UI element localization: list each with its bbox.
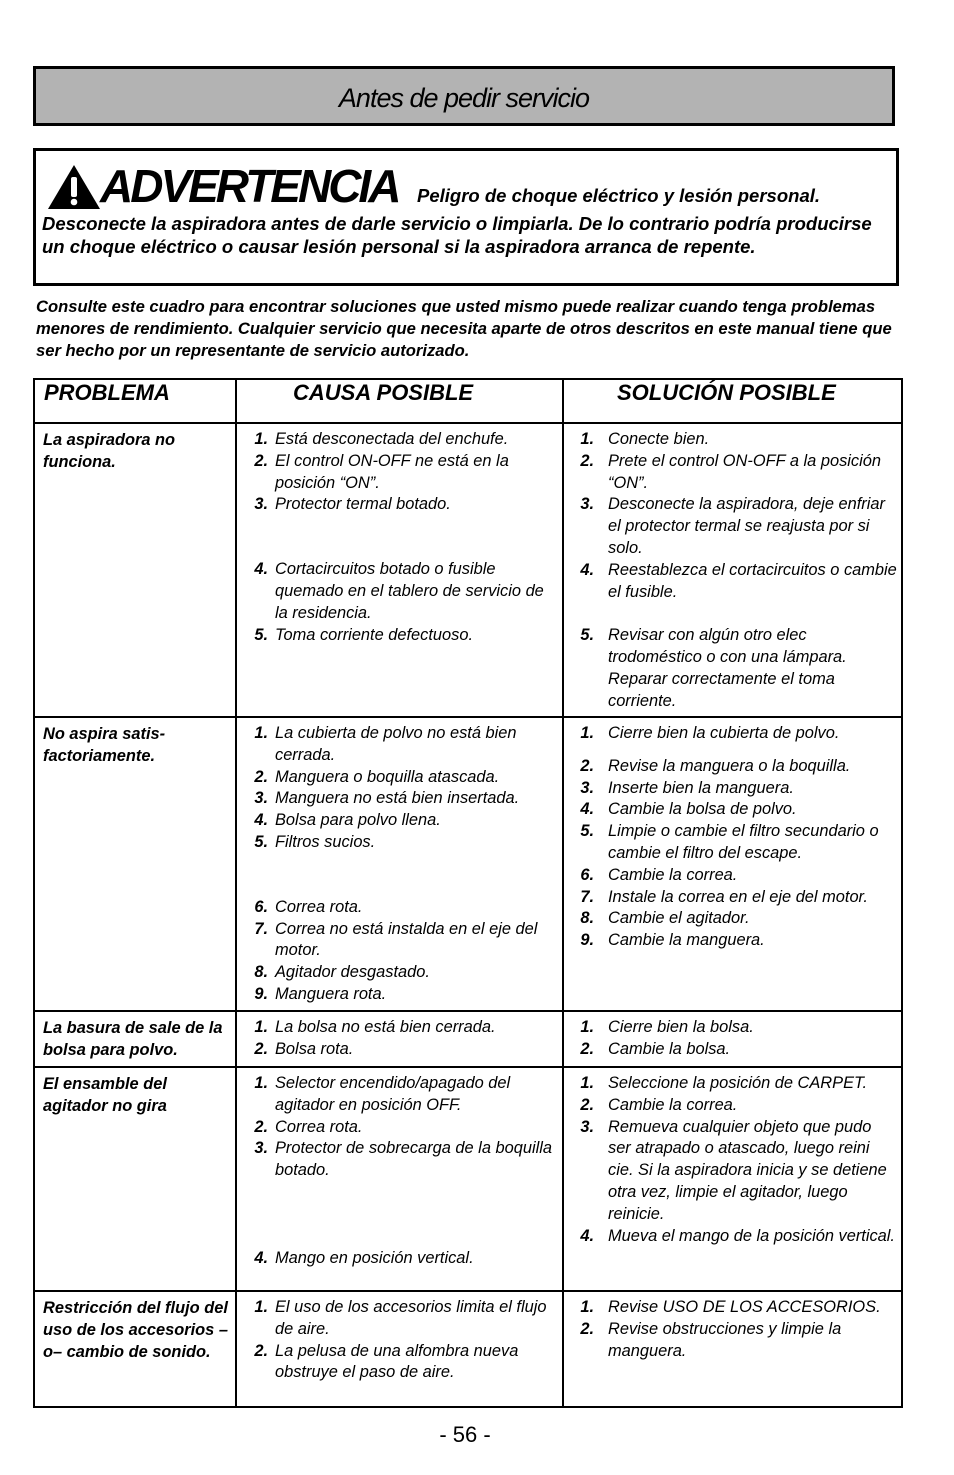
item-number: 9. [254, 984, 268, 1003]
item-text: Correa rota. [275, 897, 363, 916]
item-number: 8. [254, 963, 268, 982]
item-number: 1. [254, 430, 268, 448]
solution-cell [563, 1011, 902, 1067]
item-text: Mango en posición vertical. [275, 1248, 474, 1267]
item-text: Seleccione la posición de CARPET. [608, 1074, 868, 1092]
cause-cell [236, 1011, 563, 1067]
item-number: 4. [580, 1226, 594, 1245]
item-number: 5. [580, 822, 594, 841]
cause-item [237, 1017, 558, 1039]
cause-item [237, 1039, 558, 1061]
solution-item [564, 429, 897, 451]
cause-cell [236, 1067, 563, 1291]
item-number: 7. [580, 887, 594, 906]
table-row [34, 1011, 902, 1067]
solution-item [564, 1017, 897, 1039]
solution-cell [563, 1291, 902, 1407]
item-number: 1. [254, 1298, 268, 1316]
item-number: 1. [580, 430, 594, 448]
item-number: 3. [254, 495, 268, 514]
solution-cell [563, 1067, 902, 1291]
solution-item [564, 560, 897, 604]
item-text: Inserte bien la manguera. [608, 778, 794, 797]
cause-item [237, 1341, 558, 1385]
solution-item [564, 1095, 897, 1117]
item-number: 2. [254, 1341, 268, 1360]
item-text: Cambie la bolsa. [608, 1039, 731, 1058]
table-header-row [34, 379, 902, 423]
cause-cell [236, 717, 563, 1011]
cause-item [237, 451, 558, 495]
solution-item [564, 778, 897, 800]
cause-item [237, 1248, 558, 1270]
item-text: Cambie el agitador. [608, 909, 750, 928]
cause-item [237, 1297, 558, 1341]
item-number: 1. [580, 724, 594, 742]
header-problem: PROBLEMA [34, 379, 236, 423]
item-text: Conecte bien. [608, 430, 710, 448]
item-text: Cierre bien la cubierta de polvo. [608, 724, 840, 742]
header-solution: SOLUCIÓN POSIBLE [563, 379, 902, 423]
cause-item [237, 494, 558, 516]
item-number: 1. [254, 724, 268, 742]
item-text: Cambie la correa. [608, 865, 738, 884]
item-number: 2. [254, 767, 268, 786]
item-text: La cubierta de polvo no está bien cerrada. [275, 724, 517, 764]
item-number: 1. [580, 1298, 594, 1316]
item-number: 4. [580, 800, 594, 819]
warning-box [33, 148, 899, 286]
solution-item [564, 821, 897, 865]
solution-item [564, 494, 897, 559]
item-text: Correa no está instalda en el eje del motor. [275, 919, 538, 960]
cause-item [237, 897, 558, 919]
item-number: 6. [580, 865, 594, 884]
cause-item [237, 919, 558, 963]
solution-item [564, 756, 897, 778]
item-number: 2. [580, 1319, 594, 1338]
item-number: 2. [254, 1039, 268, 1058]
item-text: Manguera rota. [275, 984, 387, 1003]
solution-item [564, 1297, 897, 1319]
item-number: 8. [580, 909, 594, 928]
cause-item [237, 723, 558, 767]
cause-item [237, 984, 558, 1006]
item-text: Protector termal botado. [275, 495, 451, 514]
item-text: Mueva el mango de la posición vertical. [608, 1226, 895, 1245]
item-text: Cierre bien la bolsa. [608, 1018, 754, 1036]
item-text: Bolsa para polvo llena. [275, 811, 441, 830]
item-text: Revisar con algún otro elec trodoméstico o con una lámpara. Reparar correctamente el toma corriente. [608, 626, 847, 710]
item-text: El uso de los accesorios limita el flujo de aire. [275, 1298, 547, 1338]
item-number: 2. [254, 1117, 268, 1136]
item-number: 6. [254, 897, 268, 916]
item-text: Reestablezca el cortacircuitos o cambie el fusible. [608, 560, 897, 601]
item-text: Desconecte la aspiradora, deje enfriar el protector termal se reajusta por si solo. [608, 495, 885, 557]
cause-item [237, 625, 558, 647]
section-title-bar [33, 66, 895, 126]
warning-text: Desconecte la aspiradora antes de darle servicio o limpiarla. De lo contrario podría producirse un choque eléctrico o causar lesión personal si la aspiradora arranca de repente. [42, 213, 872, 257]
cause-item [237, 1138, 558, 1182]
item-text: Prete el control ON-OFF a la posición “ON”. [608, 451, 881, 492]
page-number: - 56 - [439, 1422, 491, 1447]
item-text: Remueva cualquier objeto que pudo ser atrapado o atascado, luego reini cie. Si la aspiradora inicia y se detiene otra vez, limpie el agitador, luego reinicie. [608, 1117, 887, 1223]
solution-item [564, 865, 897, 887]
problem-cell: Restricción del flujo del uso de los accesorios –o– cambio de sonido. [34, 1291, 236, 1407]
item-text: La pelusa de una alfombra nueva obstruye el paso de aire. [275, 1341, 519, 1382]
solution-item [564, 1226, 897, 1248]
table-row [34, 1067, 902, 1291]
problem-cell: La basura de sale de la bolsa para polvo. [34, 1011, 236, 1067]
item-number: 5. [254, 832, 268, 851]
cause-item [237, 962, 558, 984]
solution-item [564, 930, 897, 952]
item-text: Revise la manguera o la boquilla. [608, 756, 851, 775]
cause-item [237, 559, 558, 624]
problem-cell: No aspira satis-factoriamente. [34, 717, 236, 1011]
item-text: El control ON-OFF ne está en la posición “ON”. [275, 451, 509, 492]
item-number: 4. [254, 560, 268, 579]
item-text: Revise USO DE LOS ACCESORIOS. [608, 1298, 881, 1316]
item-text: Limpie o cambie el filtro secundario o cambie el filtro del escape. [608, 822, 879, 862]
item-number: 4. [254, 811, 268, 830]
item-text: Instale la correa en el eje del motor. [608, 887, 868, 906]
item-text: Selector encendido/apagado del agitador en posición OFF. [275, 1074, 511, 1114]
item-number: 3. [254, 1139, 268, 1158]
cause-item [237, 429, 558, 451]
warning-subtitle: Peligro de choque eléctrico y lesión personal. [417, 185, 821, 206]
item-number: 5. [580, 626, 594, 645]
cause-item [237, 788, 558, 810]
cause-item [237, 767, 558, 789]
intro-text: Consulte este cuadro para encontrar soluciones que usted mismo puede realizar cuando tenga problemas menores de rendimiento. Cualquier servicio que necesita aparte de otros descritos en este manual tiene que ser hecho por un representante de servicio autorizado. [36, 297, 892, 360]
item-number: 4. [580, 560, 594, 579]
item-text: Cambie la bolsa de polvo. [608, 800, 797, 819]
item-number: 1. [580, 1018, 594, 1036]
warning-triangle-icon [46, 163, 102, 211]
item-number: 3. [580, 1117, 594, 1136]
solution-item [564, 908, 897, 930]
item-number: 2. [580, 756, 594, 775]
item-text: Cortacircuitos botado o fusible quemado en el tablero de servicio de la residencia. [275, 560, 544, 622]
cause-cell [236, 423, 563, 717]
table-row [34, 717, 902, 1011]
item-text: Manguera o boquilla atascada. [275, 767, 500, 786]
item-number: 9. [580, 931, 594, 950]
solution-cell [563, 717, 902, 1011]
solution-item [564, 723, 897, 745]
item-text: Revise obstrucciones y limpie la manguera. [608, 1319, 842, 1360]
item-number: 2. [580, 451, 594, 470]
item-number: 7. [254, 919, 268, 938]
section-title: Antes de pedir servicio [338, 83, 590, 113]
cause-item [237, 832, 558, 854]
item-number: 2. [580, 1039, 594, 1058]
problem-cell: El ensamble del agitador no gira [34, 1067, 236, 1291]
solution-item [564, 1073, 897, 1095]
item-number: 4. [254, 1248, 268, 1267]
solution-item [564, 1039, 897, 1061]
item-number: 1. [580, 1074, 594, 1092]
item-text: Toma corriente defectuoso. [275, 625, 474, 644]
item-text: Protector de sobrecarga de la boquilla botado. [275, 1139, 552, 1180]
solution-item [564, 1319, 897, 1363]
cause-cell [236, 1291, 563, 1407]
item-number: 3. [580, 495, 594, 514]
item-number: 2. [580, 1095, 594, 1114]
solution-item [564, 451, 897, 495]
solution-item [564, 1117, 897, 1226]
item-number: 1. [254, 1018, 268, 1036]
item-number: 1. [254, 1074, 268, 1092]
item-text: Está desconectada del enchufe. [275, 430, 509, 448]
item-text: Cambie la correa. [608, 1095, 738, 1114]
item-text: La bolsa no está bien cerrada. [275, 1018, 496, 1036]
troubleshooting-table [33, 378, 903, 1408]
item-number: 5. [254, 625, 268, 644]
item-number: 3. [254, 789, 268, 808]
item-text: Manguera no está bien insertada. [275, 789, 520, 808]
item-text: Filtros sucios. [275, 832, 376, 851]
problem-cell: La aspiradora no funciona. [34, 423, 236, 717]
solution-item [564, 887, 897, 909]
table-row [34, 1291, 902, 1407]
item-text: Bolsa rota. [275, 1039, 354, 1058]
warning-word: ADVERTENCIA [100, 160, 399, 212]
cause-item [237, 1117, 558, 1139]
cause-item [237, 810, 558, 832]
table-row [34, 423, 902, 717]
header-cause: CAUSA POSIBLE [236, 379, 563, 423]
item-number: 3. [580, 778, 594, 797]
solution-cell [563, 423, 902, 717]
item-text: Agitador desgastado. [275, 963, 430, 982]
item-number: 2. [254, 451, 268, 470]
solution-item [564, 799, 897, 821]
item-text: Cambie la manguera. [608, 931, 765, 950]
cause-item [237, 1073, 558, 1117]
item-text: Correa rota. [275, 1117, 363, 1136]
solution-item [564, 625, 897, 712]
